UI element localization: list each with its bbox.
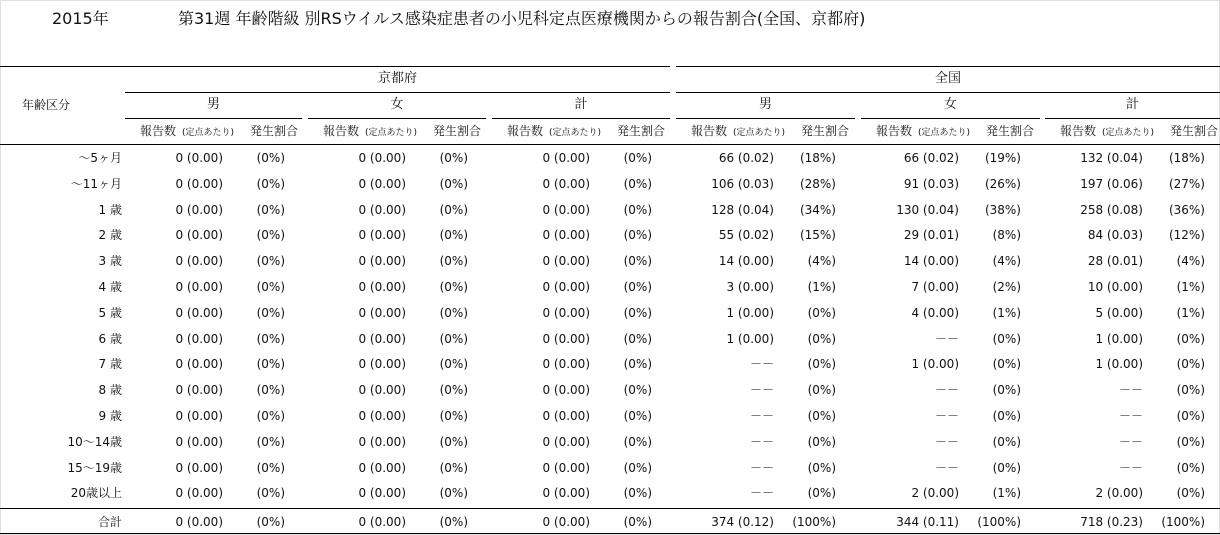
ratio-cell: (0%) [623, 151, 652, 165]
count-cell: 0 (0.00) [358, 228, 406, 242]
ratio-cell: (0%) [807, 332, 836, 346]
ratio-cell: (0%) [623, 203, 652, 217]
region-header: 全国 [934, 71, 961, 86]
table-bottom-rule [0, 533, 1220, 534]
ratio-cell: (0%) [256, 203, 285, 217]
per-site-subheader: (定点あたり) [1102, 128, 1155, 138]
ratio-cell: (15%) [799, 228, 836, 242]
count-cell: －－ [749, 409, 774, 423]
count-cell: 0 (0.00) [175, 515, 223, 529]
count-cell: 0 (0.00) [358, 435, 406, 449]
count-cell: 0 (0.00) [542, 151, 590, 165]
report-title: 第31週 年齢階級 別RSウイルス感染症患者の小児科定点医療機関からの報告割合(全国、京都府) [178, 9, 866, 28]
count-cell: 0 (0.00) [175, 435, 223, 449]
ratio-cell: (0%) [256, 515, 285, 529]
table-row-label: 10～14歳 [67, 435, 122, 449]
count-cell: 0 (0.00) [542, 306, 590, 320]
ratio-cell: (0%) [807, 461, 836, 475]
ratio-cell: (27%) [1168, 177, 1205, 191]
region-underline [676, 92, 1220, 93]
ratio-cell: (0%) [1176, 332, 1205, 346]
table-top-rule [0, 66, 670, 67]
ratio-cell: (1%) [992, 486, 1021, 500]
ratio-cell: (0%) [992, 332, 1021, 346]
ratio-cell: (0%) [256, 254, 285, 268]
count-cell: 0 (0.00) [542, 515, 590, 529]
ratio-cell: (0%) [807, 409, 836, 423]
gender-underline [125, 118, 302, 119]
count-cell: 1 (0.00) [1095, 332, 1143, 346]
count-cell: －－ [934, 435, 959, 449]
table-row-label: 8 歳 [98, 383, 122, 397]
table-row-label: 5 歳 [98, 306, 122, 320]
per-site-subheader: (定点あたり) [733, 128, 786, 138]
count-cell: 14 (0.00) [903, 254, 959, 268]
count-cell: －－ [934, 409, 959, 423]
count-cell: 0 (0.00) [358, 486, 406, 500]
per-site-subheader: (定点あたり) [918, 128, 971, 138]
count-cell: －－ [934, 332, 959, 346]
count-cell: 0 (0.00) [175, 383, 223, 397]
ratio-cell: (0%) [256, 435, 285, 449]
table-row-label: 7 歳 [98, 357, 122, 371]
ratio-cell: (18%) [799, 151, 836, 165]
count-cell: 0 (0.00) [542, 486, 590, 500]
count-cell: 106 (0.03) [711, 177, 774, 191]
count-cell: 130 (0.04) [896, 203, 959, 217]
ratio-cell: (0%) [807, 383, 836, 397]
count-cell: 84 (0.03) [1087, 228, 1143, 242]
ratio-cell: (1%) [992, 306, 1021, 320]
ratio-cell: (0%) [256, 332, 285, 346]
ratio-cell: (0%) [1176, 461, 1205, 475]
gender-underline [308, 118, 486, 119]
ratio-cell: (19%) [984, 151, 1021, 165]
ratio-cell: (0%) [623, 383, 652, 397]
ratio-cell: (0%) [623, 306, 652, 320]
count-cell: 0 (0.00) [175, 177, 223, 191]
count-cell: －－ [1118, 409, 1143, 423]
count-cell: 0 (0.00) [358, 461, 406, 475]
ratio-cell: (0%) [439, 254, 468, 268]
count-cell: 0 (0.00) [542, 332, 590, 346]
total-row-label: 合計 [97, 515, 122, 529]
count-cell: 0 (0.00) [175, 461, 223, 475]
count-cell: 718 (0.23) [1080, 515, 1143, 529]
gender-header: 女 [390, 97, 404, 112]
ratio-cell: (0%) [623, 515, 652, 529]
table-row-label: 2 歳 [98, 228, 122, 242]
count-cell: 0 (0.00) [175, 254, 223, 268]
ratio-cell: (0%) [1176, 435, 1205, 449]
count-cell: 2 (0.00) [1095, 486, 1143, 500]
ratio-cell: (0%) [992, 383, 1021, 397]
count-cell: 0 (0.00) [542, 254, 590, 268]
ratio-cell: (0%) [1176, 486, 1205, 500]
ratio-cell: (1%) [1176, 306, 1205, 320]
count-cell: 0 (0.00) [358, 357, 406, 371]
ratio-cell: (0%) [256, 383, 285, 397]
age-column-header: 年齢区分 [22, 98, 71, 112]
count-cell: 2 (0.00) [911, 486, 959, 500]
table-row-label: 3 歳 [98, 254, 122, 268]
ratio-cell: (0%) [992, 435, 1021, 449]
ratio-cell: (100%) [1161, 515, 1205, 529]
ratio-cell: (1%) [807, 280, 836, 294]
count-cell: 14 (0.00) [718, 254, 774, 268]
ratio-cell: (0%) [256, 461, 285, 475]
ratio-cell: (18%) [1168, 151, 1205, 165]
ratio-cell: (0%) [623, 461, 652, 475]
region-header: 京都府 [377, 71, 417, 86]
ratio-cell: (4%) [992, 254, 1021, 268]
ratio-cell: (0%) [256, 409, 285, 423]
count-cell: 0 (0.00) [542, 203, 590, 217]
gender-underline [1045, 118, 1220, 119]
count-subheader: 報告数 [140, 124, 177, 138]
ratio-cell: (0%) [623, 254, 652, 268]
count-cell: 0 (0.00) [175, 203, 223, 217]
ratio-cell: (0%) [439, 461, 468, 475]
count-cell: －－ [1118, 461, 1143, 475]
ratio-cell: (0%) [439, 151, 468, 165]
count-cell: 0 (0.00) [358, 409, 406, 423]
count-cell: 5 (0.00) [1095, 306, 1143, 320]
count-cell: 0 (0.00) [175, 357, 223, 371]
count-cell: 0 (0.00) [358, 280, 406, 294]
count-cell: 1 (0.00) [726, 332, 774, 346]
ratio-cell: (0%) [439, 409, 468, 423]
count-cell: －－ [749, 486, 774, 500]
count-subheader: 報告数 [507, 124, 544, 138]
count-cell: 1 (0.00) [726, 306, 774, 320]
ratio-cell: (0%) [807, 357, 836, 371]
per-site-subheader: (定点あたり) [549, 128, 602, 138]
count-cell: 10 (0.00) [1087, 280, 1143, 294]
ratio-cell: (0%) [992, 409, 1021, 423]
ratio-cell: (100%) [792, 515, 836, 529]
gender-header: 男 [758, 97, 772, 112]
count-cell: －－ [749, 435, 774, 449]
count-cell: 0 (0.00) [358, 151, 406, 165]
ratio-cell: (0%) [1176, 357, 1205, 371]
gender-underline [861, 118, 1040, 119]
count-cell: －－ [749, 357, 774, 371]
count-cell: 0 (0.00) [542, 228, 590, 242]
ratio-cell: (0%) [623, 332, 652, 346]
ratio-cell: (0%) [256, 306, 285, 320]
gender-header: 計 [1125, 97, 1139, 112]
total-top-rule [0, 508, 1220, 509]
count-cell: 3 (0.00) [726, 280, 774, 294]
ratio-cell: (0%) [439, 515, 468, 529]
count-cell: 0 (0.00) [175, 306, 223, 320]
ratio-cell: (0%) [623, 280, 652, 294]
count-cell: 0 (0.00) [542, 177, 590, 191]
ratio-cell: (0%) [623, 357, 652, 371]
count-cell: 7 (0.00) [911, 280, 959, 294]
ratio-subheader: 発生割合 [801, 124, 850, 138]
ratio-cell: (0%) [256, 486, 285, 500]
ratio-cell: (12%) [1168, 228, 1205, 242]
count-cell: 0 (0.00) [542, 409, 590, 423]
count-cell: 344 (0.11) [896, 515, 959, 529]
ratio-cell: (0%) [807, 435, 836, 449]
ratio-cell: (0%) [439, 383, 468, 397]
gender-header: 女 [943, 97, 957, 112]
ratio-subheader: 発生割合 [1170, 124, 1219, 138]
ratio-cell: (0%) [439, 228, 468, 242]
count-cell: －－ [934, 383, 959, 397]
gender-underline [492, 118, 670, 119]
ratio-cell: (0%) [439, 332, 468, 346]
ratio-cell: (28%) [799, 177, 836, 191]
count-cell: －－ [1118, 435, 1143, 449]
count-cell: 0 (0.00) [175, 228, 223, 242]
count-cell: －－ [749, 383, 774, 397]
ratio-cell: (0%) [439, 280, 468, 294]
count-cell: 0 (0.00) [175, 151, 223, 165]
count-cell: 0 (0.00) [358, 306, 406, 320]
ratio-cell: (0%) [439, 203, 468, 217]
count-cell: 29 (0.01) [903, 228, 959, 242]
count-cell: 0 (0.00) [175, 486, 223, 500]
per-site-subheader: (定点あたり) [182, 128, 235, 138]
gender-header: 男 [206, 97, 220, 112]
count-cell: 0 (0.00) [358, 332, 406, 346]
count-cell: 0 (0.00) [175, 332, 223, 346]
ratio-cell: (0%) [623, 409, 652, 423]
ratio-cell: (0%) [807, 486, 836, 500]
ratio-cell: (0%) [807, 306, 836, 320]
header-bottom-rule [0, 144, 1220, 145]
ratio-cell: (38%) [984, 203, 1021, 217]
count-cell: 0 (0.00) [175, 409, 223, 423]
count-cell: 0 (0.00) [358, 515, 406, 529]
count-cell: 0 (0.00) [358, 177, 406, 191]
count-cell: －－ [934, 461, 959, 475]
ratio-cell: (8%) [992, 228, 1021, 242]
report-year: 2015年 [52, 9, 109, 28]
count-subheader: 報告数 [1060, 124, 1097, 138]
count-cell: 66 (0.02) [718, 151, 774, 165]
count-cell: 0 (0.00) [542, 280, 590, 294]
ratio-cell: (34%) [799, 203, 836, 217]
ratio-cell: (4%) [1176, 254, 1205, 268]
count-cell: 0 (0.00) [542, 435, 590, 449]
gender-header: 計 [574, 97, 588, 112]
count-cell: 0 (0.00) [175, 280, 223, 294]
ratio-cell: (26%) [984, 177, 1021, 191]
ratio-cell: (1%) [1176, 280, 1205, 294]
ratio-cell: (0%) [439, 177, 468, 191]
ratio-cell: (0%) [439, 306, 468, 320]
count-cell: 28 (0.01) [1087, 254, 1143, 268]
ratio-cell: (0%) [623, 228, 652, 242]
count-cell: 66 (0.02) [903, 151, 959, 165]
count-cell: 55 (0.02) [718, 228, 774, 242]
table-row-label: 9 歳 [98, 409, 122, 423]
count-cell: 0 (0.00) [358, 203, 406, 217]
ratio-cell: (0%) [256, 357, 285, 371]
table-row-label: 4 歳 [98, 280, 122, 294]
count-cell: 0 (0.00) [542, 383, 590, 397]
table-row-label: ～5ヶ月 [78, 151, 122, 165]
ratio-cell: (100%) [977, 515, 1021, 529]
ratio-cell: (0%) [623, 177, 652, 191]
count-subheader: 報告数 [876, 124, 913, 138]
table-row-label: 1 歳 [98, 203, 122, 217]
ratio-cell: (0%) [256, 151, 285, 165]
ratio-cell: (0%) [256, 280, 285, 294]
table-row-label: ～11ヶ月 [70, 177, 122, 191]
ratio-cell: (4%) [807, 254, 836, 268]
ratio-subheader: 発生割合 [250, 124, 299, 138]
count-cell: 0 (0.00) [542, 461, 590, 475]
gender-underline [676, 118, 855, 119]
ratio-cell: (0%) [623, 435, 652, 449]
ratio-cell: (0%) [992, 357, 1021, 371]
count-subheader: 報告数 [323, 124, 360, 138]
ratio-cell: (36%) [1168, 203, 1205, 217]
region-underline [125, 92, 670, 93]
ratio-cell: (0%) [439, 435, 468, 449]
ratio-cell: (0%) [256, 177, 285, 191]
count-cell: 0 (0.00) [358, 254, 406, 268]
count-cell: 197 (0.06) [1080, 177, 1143, 191]
ratio-subheader: 発生割合 [433, 124, 482, 138]
ratio-cell: (0%) [1176, 383, 1205, 397]
per-site-subheader: (定点あたり) [365, 128, 418, 138]
count-cell: 258 (0.08) [1080, 203, 1143, 217]
count-cell: 374 (0.12) [711, 515, 774, 529]
count-cell: 128 (0.04) [711, 203, 774, 217]
ratio-subheader: 発生割合 [617, 124, 666, 138]
ratio-cell: (0%) [992, 461, 1021, 475]
ratio-cell: (0%) [439, 486, 468, 500]
ratio-subheader: 発生割合 [986, 124, 1035, 138]
ratio-cell: (0%) [1176, 409, 1205, 423]
count-cell: －－ [749, 461, 774, 475]
count-cell: 0 (0.00) [542, 357, 590, 371]
table-row-label: 6 歳 [98, 332, 122, 346]
table-top-rule [676, 66, 1220, 67]
count-cell: 4 (0.00) [911, 306, 959, 320]
count-cell: －－ [1118, 383, 1143, 397]
count-cell: 132 (0.04) [1080, 151, 1143, 165]
ratio-cell: (2%) [992, 280, 1021, 294]
ratio-cell: (0%) [623, 486, 652, 500]
table-row-label: 20歳以上 [70, 486, 122, 500]
ratio-cell: (0%) [256, 228, 285, 242]
count-cell: 0 (0.00) [358, 383, 406, 397]
ratio-cell: (0%) [439, 357, 468, 371]
count-cell: 1 (0.00) [911, 357, 959, 371]
count-cell: 91 (0.03) [903, 177, 959, 191]
count-cell: 1 (0.00) [1095, 357, 1143, 371]
count-subheader: 報告数 [691, 124, 728, 138]
table-row-label: 15～19歳 [67, 461, 122, 475]
